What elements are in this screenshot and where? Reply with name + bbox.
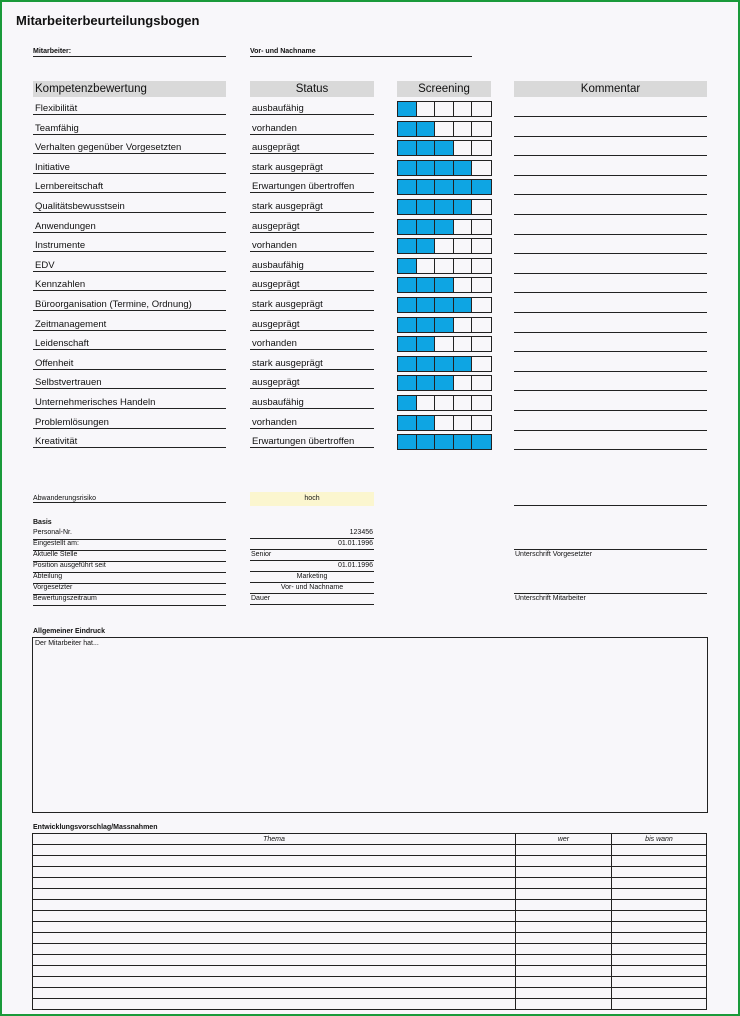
header-competence: Kompetenzbewertung bbox=[33, 81, 226, 97]
competence-comment-field[interactable] bbox=[514, 201, 707, 215]
screening-segment-empty bbox=[472, 122, 491, 136]
screening-bar bbox=[397, 356, 492, 372]
screening-segment-filled bbox=[417, 161, 436, 175]
competence-name: Qualitätsbewusstsein bbox=[33, 201, 226, 213]
competence-name: Kennzahlen bbox=[33, 279, 226, 291]
screening-bar bbox=[397, 199, 492, 215]
competence-comment-field[interactable] bbox=[514, 319, 707, 333]
topic-cell[interactable] bbox=[33, 988, 516, 999]
development-row bbox=[33, 977, 707, 988]
who-cell[interactable] bbox=[516, 845, 612, 856]
topic-cell[interactable] bbox=[33, 933, 516, 944]
competence-name: Lernbereitschaft bbox=[33, 181, 226, 193]
competence-name: Anwendungen bbox=[33, 221, 226, 233]
column-topic: Thema bbox=[33, 834, 516, 845]
supervisor-signature-label: Unterschrift Vorgesetzter bbox=[515, 551, 593, 558]
due-cell[interactable] bbox=[612, 889, 707, 900]
impression-title: Allgemeiner Eindruck bbox=[33, 628, 105, 635]
competence-status[interactable]: ausgeprägt bbox=[250, 279, 374, 291]
due-cell[interactable] bbox=[612, 999, 707, 1010]
basis-label: Bewertungszeitraum bbox=[33, 595, 226, 606]
topic-cell[interactable] bbox=[33, 944, 516, 955]
screening-segment-filled bbox=[435, 357, 454, 371]
screening-segment-filled bbox=[398, 161, 417, 175]
screening-bar bbox=[397, 336, 492, 352]
screening-segment-filled bbox=[398, 416, 417, 430]
development-row bbox=[33, 999, 707, 1010]
screening-segment-empty bbox=[472, 396, 491, 410]
competence-name: Problemlösungen bbox=[33, 417, 226, 429]
competence-status[interactable]: vorhanden bbox=[250, 240, 374, 252]
development-row bbox=[33, 955, 707, 966]
screening-segment-filled bbox=[398, 298, 417, 312]
screening-bar bbox=[397, 415, 492, 431]
basis-value[interactable]: Vor- und Nachname bbox=[250, 584, 374, 594]
screening-segment-filled bbox=[398, 278, 417, 292]
competence-status[interactable]: ausgeprägt bbox=[250, 142, 374, 154]
screening-segment-filled bbox=[435, 200, 454, 214]
competence-name: Initiative bbox=[33, 162, 226, 174]
screening-segment-filled bbox=[454, 357, 473, 371]
screening-segment-filled bbox=[435, 278, 454, 292]
who-cell[interactable] bbox=[516, 900, 612, 911]
development-row bbox=[33, 933, 707, 944]
screening-segment-filled bbox=[417, 141, 436, 155]
screening-segment-empty bbox=[417, 259, 436, 273]
basis-label: Personal-Nr. bbox=[33, 529, 226, 540]
competence-comment-field[interactable] bbox=[514, 358, 707, 372]
due-cell[interactable] bbox=[612, 933, 707, 944]
column-who: wer bbox=[516, 834, 612, 845]
competence-comment-field[interactable] bbox=[514, 299, 707, 313]
competence-status[interactable]: ausbaufähig bbox=[250, 103, 374, 115]
screening-segment-filled bbox=[398, 435, 417, 449]
due-cell[interactable] bbox=[612, 955, 707, 966]
screening-bar bbox=[397, 101, 492, 117]
who-cell[interactable] bbox=[516, 977, 612, 988]
competence-comment-field[interactable] bbox=[514, 279, 707, 293]
screening-segment-filled bbox=[417, 239, 436, 253]
development-row bbox=[33, 889, 707, 900]
competence-name: Verhalten gegenüber Vorgesetzten bbox=[33, 142, 226, 154]
competence-comment-field[interactable] bbox=[514, 162, 707, 176]
screening-bar bbox=[397, 219, 492, 235]
due-cell[interactable] bbox=[612, 900, 707, 911]
competence-comment-field[interactable] bbox=[514, 260, 707, 274]
employee-signature-label: Unterschrift Mitarbeiter bbox=[515, 595, 586, 602]
screening-segment-filled bbox=[454, 180, 473, 194]
screening-segment-filled bbox=[398, 141, 417, 155]
screening-segment-filled bbox=[417, 376, 436, 390]
who-cell[interactable] bbox=[516, 878, 612, 889]
development-row bbox=[33, 845, 707, 856]
competence-name: Teamfähig bbox=[33, 123, 226, 135]
screening-segment-filled bbox=[398, 220, 417, 234]
who-cell[interactable] bbox=[516, 988, 612, 999]
screening-segment-empty bbox=[472, 318, 491, 332]
screening-segment-filled bbox=[417, 180, 436, 194]
screening-bar bbox=[397, 277, 492, 293]
due-cell[interactable] bbox=[612, 977, 707, 988]
development-header-row bbox=[33, 834, 707, 845]
screening-segment-filled bbox=[398, 318, 417, 332]
screening-segment-filled bbox=[435, 161, 454, 175]
topic-cell[interactable] bbox=[33, 889, 516, 900]
who-cell[interactable] bbox=[516, 966, 612, 977]
screening-bar bbox=[397, 121, 492, 137]
who-cell[interactable] bbox=[516, 856, 612, 867]
screening-segment-empty bbox=[435, 122, 454, 136]
basis-value[interactable]: 123456 bbox=[250, 529, 374, 539]
basis-label: Position ausgeführt seit bbox=[33, 562, 226, 573]
screening-segment-filled bbox=[398, 122, 417, 136]
development-row bbox=[33, 856, 707, 867]
screening-segment-empty bbox=[472, 220, 491, 234]
competence-comment-field[interactable] bbox=[514, 103, 707, 117]
basis-value[interactable]: 01.01.1996 bbox=[250, 540, 374, 550]
competence-status[interactable]: stark ausgeprägt bbox=[250, 358, 374, 370]
screening-segment-empty bbox=[472, 376, 491, 390]
screening-segment-empty bbox=[435, 102, 454, 116]
screening-segment-filled bbox=[454, 200, 473, 214]
screening-segment-empty bbox=[454, 141, 473, 155]
screening-segment-empty bbox=[472, 161, 491, 175]
screening-bar bbox=[397, 160, 492, 176]
screening-segment-filled bbox=[398, 239, 417, 253]
due-cell[interactable] bbox=[612, 911, 707, 922]
basis-value[interactable]: 01.01.1996 bbox=[250, 562, 374, 572]
competence-status[interactable]: ausbaufähig bbox=[250, 260, 374, 272]
screening-bar bbox=[397, 179, 492, 195]
topic-cell[interactable] bbox=[33, 922, 516, 933]
screening-segment-empty bbox=[472, 298, 491, 312]
basis-value[interactable]: Dauer bbox=[250, 595, 374, 605]
competence-status[interactable]: stark ausgeprägt bbox=[250, 299, 374, 311]
development-row bbox=[33, 878, 707, 889]
screening-segment-empty bbox=[454, 376, 473, 390]
development-row bbox=[33, 988, 707, 999]
screening-segment-empty bbox=[454, 318, 473, 332]
screening-bar bbox=[397, 297, 492, 313]
screening-segment-empty bbox=[454, 259, 473, 273]
screening-segment-filled bbox=[398, 180, 417, 194]
screening-segment-empty bbox=[454, 220, 473, 234]
screening-segment-filled bbox=[398, 337, 417, 351]
screening-segment-empty bbox=[472, 259, 491, 273]
screening-segment-filled bbox=[417, 357, 436, 371]
competence-name: Unternehmerisches Handeln bbox=[33, 397, 226, 409]
screening-segment-filled bbox=[417, 298, 436, 312]
topic-cell[interactable] bbox=[33, 900, 516, 911]
competence-comment-field[interactable] bbox=[514, 123, 707, 137]
screening-segment-filled bbox=[472, 435, 491, 449]
screening-segment-filled bbox=[417, 416, 436, 430]
screening-bar bbox=[397, 395, 492, 411]
competence-status[interactable]: Erwartungen übertroffen bbox=[250, 436, 374, 448]
screening-segment-filled bbox=[398, 200, 417, 214]
screening-segment-filled bbox=[417, 122, 436, 136]
competence-status[interactable]: vorhanden bbox=[250, 417, 374, 429]
competence-status[interactable]: ausgeprägt bbox=[250, 319, 374, 331]
page-title: Mitarbeiterbeurteilungsbogen bbox=[16, 13, 200, 28]
topic-cell[interactable] bbox=[33, 878, 516, 889]
employee-signature-line[interactable] bbox=[514, 593, 707, 594]
due-cell[interactable] bbox=[612, 944, 707, 955]
competence-comment-field[interactable] bbox=[514, 377, 707, 391]
screening-segment-empty bbox=[472, 200, 491, 214]
screening-segment-filled bbox=[398, 396, 417, 410]
screening-segment-filled bbox=[454, 435, 473, 449]
development-row bbox=[33, 922, 707, 933]
basis-label: Eingestellt am: bbox=[33, 540, 226, 551]
screening-bar bbox=[397, 375, 492, 391]
screening-segment-filled bbox=[435, 141, 454, 155]
screening-segment-filled bbox=[435, 376, 454, 390]
competence-comment-field[interactable] bbox=[514, 181, 707, 195]
screening-segment-filled bbox=[435, 220, 454, 234]
impression-text: Der Mitarbeiter hat... bbox=[35, 640, 99, 647]
competence-comment-field[interactable] bbox=[514, 240, 707, 254]
topic-cell[interactable] bbox=[33, 977, 516, 988]
screening-segment-filled bbox=[472, 180, 491, 194]
screening-segment-empty bbox=[454, 239, 473, 253]
screening-segment-filled bbox=[417, 200, 436, 214]
topic-cell[interactable] bbox=[33, 911, 516, 922]
column-due: bis wann bbox=[612, 834, 707, 845]
basis-label: Abteilung bbox=[33, 573, 226, 584]
topic-cell[interactable] bbox=[33, 966, 516, 977]
who-cell[interactable] bbox=[516, 911, 612, 922]
competence-status[interactable]: ausgeprägt bbox=[250, 221, 374, 233]
screening-segment-empty bbox=[435, 259, 454, 273]
competence-comment-field[interactable] bbox=[514, 417, 707, 431]
screening-segment-empty bbox=[472, 357, 491, 371]
screening-segment-filled bbox=[417, 337, 436, 351]
development-table bbox=[32, 833, 707, 1010]
screening-segment-filled bbox=[417, 220, 436, 234]
development-row bbox=[33, 944, 707, 955]
topic-cell[interactable] bbox=[33, 856, 516, 867]
supervisor-signature-line[interactable] bbox=[514, 549, 707, 550]
screening-segment-filled bbox=[398, 376, 417, 390]
due-cell[interactable] bbox=[612, 922, 707, 933]
competence-name: Zeitmanagement bbox=[33, 319, 226, 331]
who-cell[interactable] bbox=[516, 889, 612, 900]
basis-value[interactable]: Marketing bbox=[250, 573, 374, 583]
employee-name-field[interactable]: Vor- und Nachname bbox=[250, 48, 472, 57]
employee-label: Mitarbeiter: bbox=[33, 48, 226, 57]
header-comment: Kommentar bbox=[514, 81, 707, 97]
screening-segment-empty bbox=[435, 396, 454, 410]
who-cell[interactable] bbox=[516, 922, 612, 933]
competence-name: Büroorganisation (Termine, Ordnung) bbox=[33, 299, 226, 311]
screening-segment-filled bbox=[435, 298, 454, 312]
competence-name: Offenheit bbox=[33, 358, 226, 370]
screening-segment-filled bbox=[398, 259, 417, 273]
competence-status[interactable]: vorhanden bbox=[250, 338, 374, 350]
basis-label: Vorgesetzter bbox=[33, 584, 226, 595]
basis-label: Aktuelle Stelle bbox=[33, 551, 226, 562]
who-cell[interactable] bbox=[516, 999, 612, 1010]
who-cell[interactable] bbox=[516, 955, 612, 966]
screening-bar bbox=[397, 140, 492, 156]
screening-segment-empty bbox=[435, 337, 454, 351]
topic-cell[interactable] bbox=[33, 845, 516, 856]
competence-name: EDV bbox=[33, 260, 226, 272]
competence-name: Flexibilität bbox=[33, 103, 226, 115]
due-cell[interactable] bbox=[612, 988, 707, 999]
screening-segment-empty bbox=[454, 416, 473, 430]
competence-name: Kreativität bbox=[33, 436, 226, 448]
who-cell[interactable] bbox=[516, 944, 612, 955]
screening-segment-filled bbox=[435, 318, 454, 332]
topic-cell[interactable] bbox=[33, 999, 516, 1010]
screening-bar bbox=[397, 258, 492, 274]
screening-segment-empty bbox=[435, 239, 454, 253]
screening-segment-empty bbox=[472, 337, 491, 351]
screening-segment-empty bbox=[435, 416, 454, 430]
screening-segment-empty bbox=[472, 278, 491, 292]
topic-cell[interactable] bbox=[33, 955, 516, 966]
development-row bbox=[33, 911, 707, 922]
who-cell[interactable] bbox=[516, 933, 612, 944]
due-cell[interactable] bbox=[612, 966, 707, 977]
screening-segment-filled bbox=[417, 278, 436, 292]
header-status: Status bbox=[250, 81, 374, 97]
development-row bbox=[33, 900, 707, 911]
competence-comment-field[interactable] bbox=[514, 142, 707, 156]
screening-segment-empty bbox=[454, 102, 473, 116]
development-row bbox=[33, 966, 707, 977]
screening-segment-empty bbox=[454, 122, 473, 136]
competence-comment-field[interactable] bbox=[514, 338, 707, 352]
development-title: Entwicklungsvorschlag/Massnahmen bbox=[33, 824, 158, 831]
due-cell[interactable] bbox=[612, 878, 707, 889]
screening-segment-empty bbox=[454, 337, 473, 351]
screening-segment-filled bbox=[417, 435, 436, 449]
risk-value[interactable]: hoch bbox=[250, 492, 374, 506]
competence-comment-field[interactable] bbox=[514, 436, 707, 450]
screening-segment-empty bbox=[417, 102, 436, 116]
competence-status[interactable]: ausbaufähig bbox=[250, 397, 374, 409]
due-cell[interactable] bbox=[612, 845, 707, 856]
due-cell[interactable] bbox=[612, 856, 707, 867]
screening-segment-filled bbox=[417, 318, 436, 332]
screening-segment-filled bbox=[454, 298, 473, 312]
due-cell[interactable] bbox=[612, 867, 707, 878]
competence-comment-field[interactable] bbox=[514, 221, 707, 235]
competence-name: Instrumente bbox=[33, 240, 226, 252]
competence-status[interactable]: Erwartungen übertroffen bbox=[250, 181, 374, 193]
screening-segment-empty bbox=[454, 278, 473, 292]
impression-textarea[interactable] bbox=[32, 637, 708, 813]
competence-status[interactable]: ausgeprägt bbox=[250, 377, 374, 389]
basis-value[interactable]: Senior bbox=[250, 551, 374, 561]
screening-segment-empty bbox=[472, 239, 491, 253]
screening-bar bbox=[397, 317, 492, 333]
header-screening: Screening bbox=[397, 81, 491, 97]
screening-segment-empty bbox=[472, 102, 491, 116]
screening-segment-empty bbox=[472, 141, 491, 155]
screening-segment-empty bbox=[472, 416, 491, 430]
competence-comment-field[interactable] bbox=[514, 397, 707, 411]
risk-label: Abwanderungsrisiko bbox=[33, 495, 226, 503]
risk-comment-line[interactable] bbox=[514, 505, 707, 506]
screening-segment-empty bbox=[454, 396, 473, 410]
competence-status[interactable]: vorhanden bbox=[250, 123, 374, 135]
development-row bbox=[33, 867, 707, 878]
topic-cell[interactable] bbox=[33, 867, 516, 878]
basis-title: Basis bbox=[33, 519, 52, 526]
competence-name: Selbstvertrauen bbox=[33, 377, 226, 389]
screening-segment-empty bbox=[417, 396, 436, 410]
screening-segment-filled bbox=[398, 102, 417, 116]
competence-status[interactable]: stark ausgeprägt bbox=[250, 162, 374, 174]
screening-segment-filled bbox=[435, 180, 454, 194]
competence-name: Leidenschaft bbox=[33, 338, 226, 350]
who-cell[interactable] bbox=[516, 867, 612, 878]
screening-segment-filled bbox=[435, 435, 454, 449]
screening-bar bbox=[397, 434, 492, 450]
competence-status[interactable]: stark ausgeprägt bbox=[250, 201, 374, 213]
screening-bar bbox=[397, 238, 492, 254]
screening-segment-filled bbox=[454, 161, 473, 175]
screening-segment-filled bbox=[398, 357, 417, 371]
